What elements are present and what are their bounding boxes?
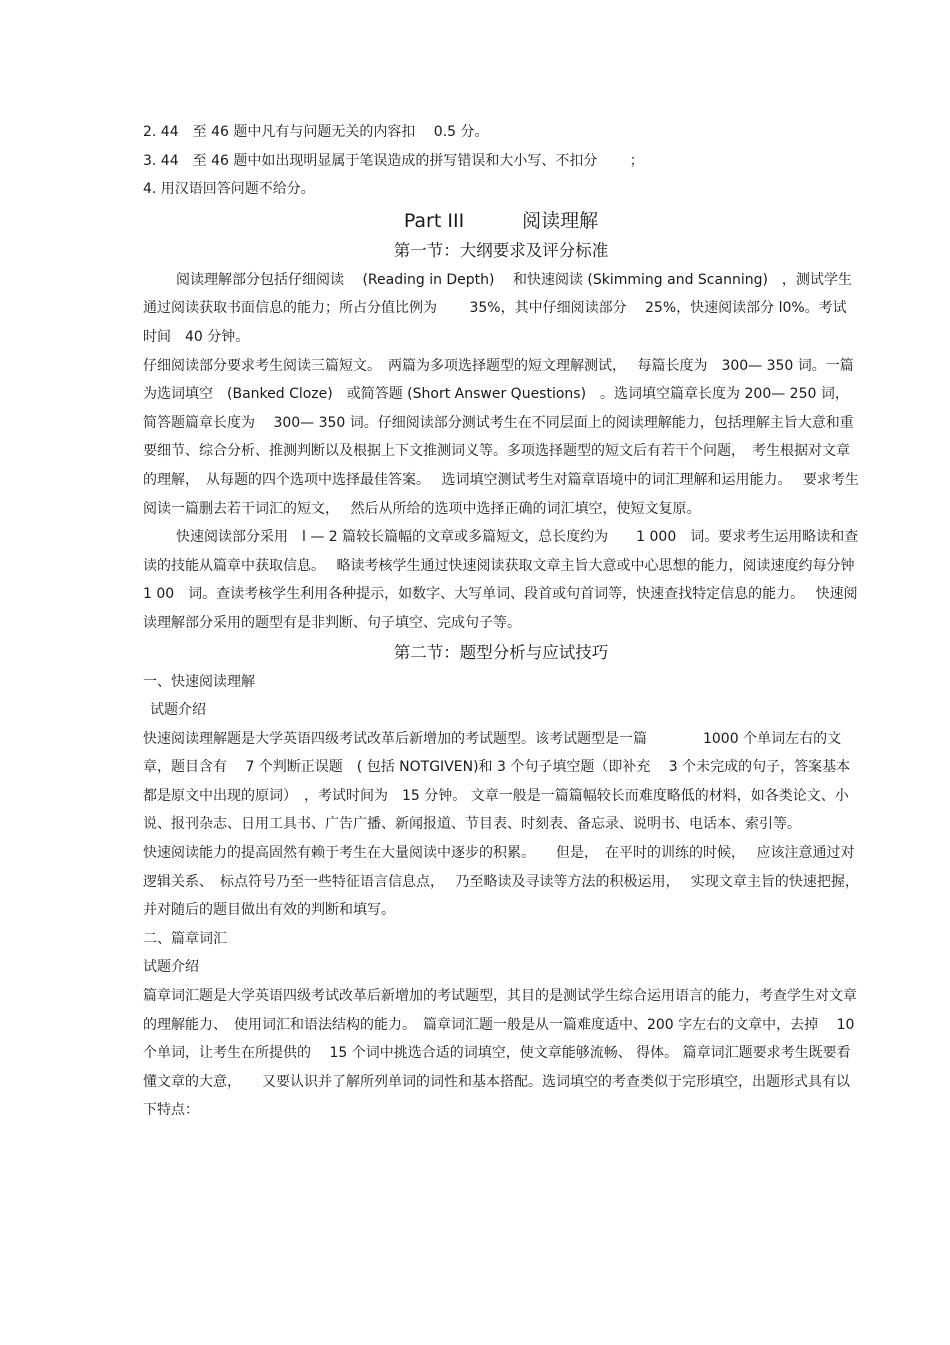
subsection-heading: 一、快速阅读理解: [143, 673, 255, 690]
part-number: Part III: [403, 209, 465, 232]
paragraph: 阅读理解部分包括仔细阅读 (Reading in Depth) 和快速阅读 (Skimming and Scanning) ，测试学生通过阅读获取书面信息的能力；所占分值比例为 35%，其中仔细阅读部分 25%，快速阅读部分 l0%。考试时间 40 分钟。: [143, 271, 852, 345]
part-name: 阅读理解: [522, 209, 599, 232]
paragraph: 篇章词汇题是大学英语四级考试改革后新增加的考试题型，其目的是测试学生综合运用语言的能力，考查学生对文章的理解能力、 使用词汇和语法结构的能力。 篇章词汇题一般是从一篇难度适中、200 字左右的文章中，去掉 10 个单词，让考生在所提供的 15 个词中挑选合适的词填空，使文章能够流畅、 得体。 篇章词汇题要求考生既要看懂文章的大意， 又要认识并了解所列单词的词性和基本搭配。选词填空的考查类似于完形填空，出题形式具有以下特点：: [143, 988, 857, 1119]
paragraph: 快速阅读理解题是大学英语四级考试改革后新增加的考试题型。该考试题型是一篇 1000 个单词左右的文章，题目含有 7 个判断正误题 ( 包括 NOTGIVEN)和 3 个句子填空题（即补充 3 个未完成的句子，答案基本都是原文中出现的原词） ，考试时间为 15 分钟。 文章一般是一篇篇幅较长而难度略低的材料，如各类论文、小说、报刊杂志、日用工具书、广告广播、新闻报道、节目表、时刻表、备忘录、说明书、电话本、索引等。: [143, 730, 851, 833]
document-body: [143, 118, 873, 1125]
section-title: 第一节：大纲要求及评分标准: [393, 240, 609, 260]
rule-line: 4. 用汉语回答问题不给分。: [143, 181, 315, 198]
section-title: 第二节：题型分析与应试技巧: [393, 642, 609, 662]
paragraph: 仔细阅读部分要求考生阅读三篇短文。 两篇为多项选择题型的短文理解测试， 每篇长度为 300— 350 词。一篇为选词填空 (Banked Cloze) 或简答题 (Short Answer Questions) 。选词填空篇章长度为 200— 250 词，简答题篇章长度为 300— 350 词。仔细阅读部分测试考生在不同层面上的阅读理解能力，包括理解主旨大意和重要细节、综合分析、推测判断以及根据上下文推测词义等。多项选择题型的短文后有若干个问题， 考生根据对文章的理解， 从每题的四个选项中选择最佳答案。 选词填空测试考生对篇章语境中的词汇理解和运用能力。 要求考生阅读一篇删去若干词汇的短文， 然后从所给的选项中选择正确的词汇填空，使短文复原。: [143, 357, 859, 517]
rule-line: 2. 44 至 46 题中凡有与问题无关的内容扣 0.5 分。: [143, 124, 489, 140]
paragraph: 快速阅读部分采用 l — 2 篇较长篇幅的文章或多篇短文，总长度约为 1 000 词。要求考生运用略读和查读的技能从篇章中获取信息。 略读考核学生通过快速阅读获取文章主旨大意或中心思想的能力，阅读速度约每分钟 1 00 词。查读考核学生利用各种提示，如数字、大写单词、段首或句首词等，快速查找特定信息的能力。 快速阅读理解部分采用的题型有是非判断、句子填空、完成句子等。: [143, 529, 873, 631]
part-title: [143, 206, 859, 236]
rule-line: 3. 44 至 46 题中如出现明显属于笔误造成的拼写错误和大小写、不扣分 ；: [143, 152, 644, 169]
subsection-heading: 二、篇章词汇: [143, 930, 227, 947]
subsection-intro-label: 试题介绍: [143, 959, 199, 976]
subsection-intro-label: 试题介绍: [150, 702, 206, 719]
paragraph: 快速阅读能力的提高固然有赖于考生在大量阅读中逐步的积累。 但是， 在平时的训练的时候， 应该注意通过对逻辑关系、 标点符号乃至一些特征语言信息点， 乃至略读及寻读等方法的积极运用， 实现文章主旨的快速把握，并对随后的题目做出有效的判断和填写。: [143, 845, 859, 919]
